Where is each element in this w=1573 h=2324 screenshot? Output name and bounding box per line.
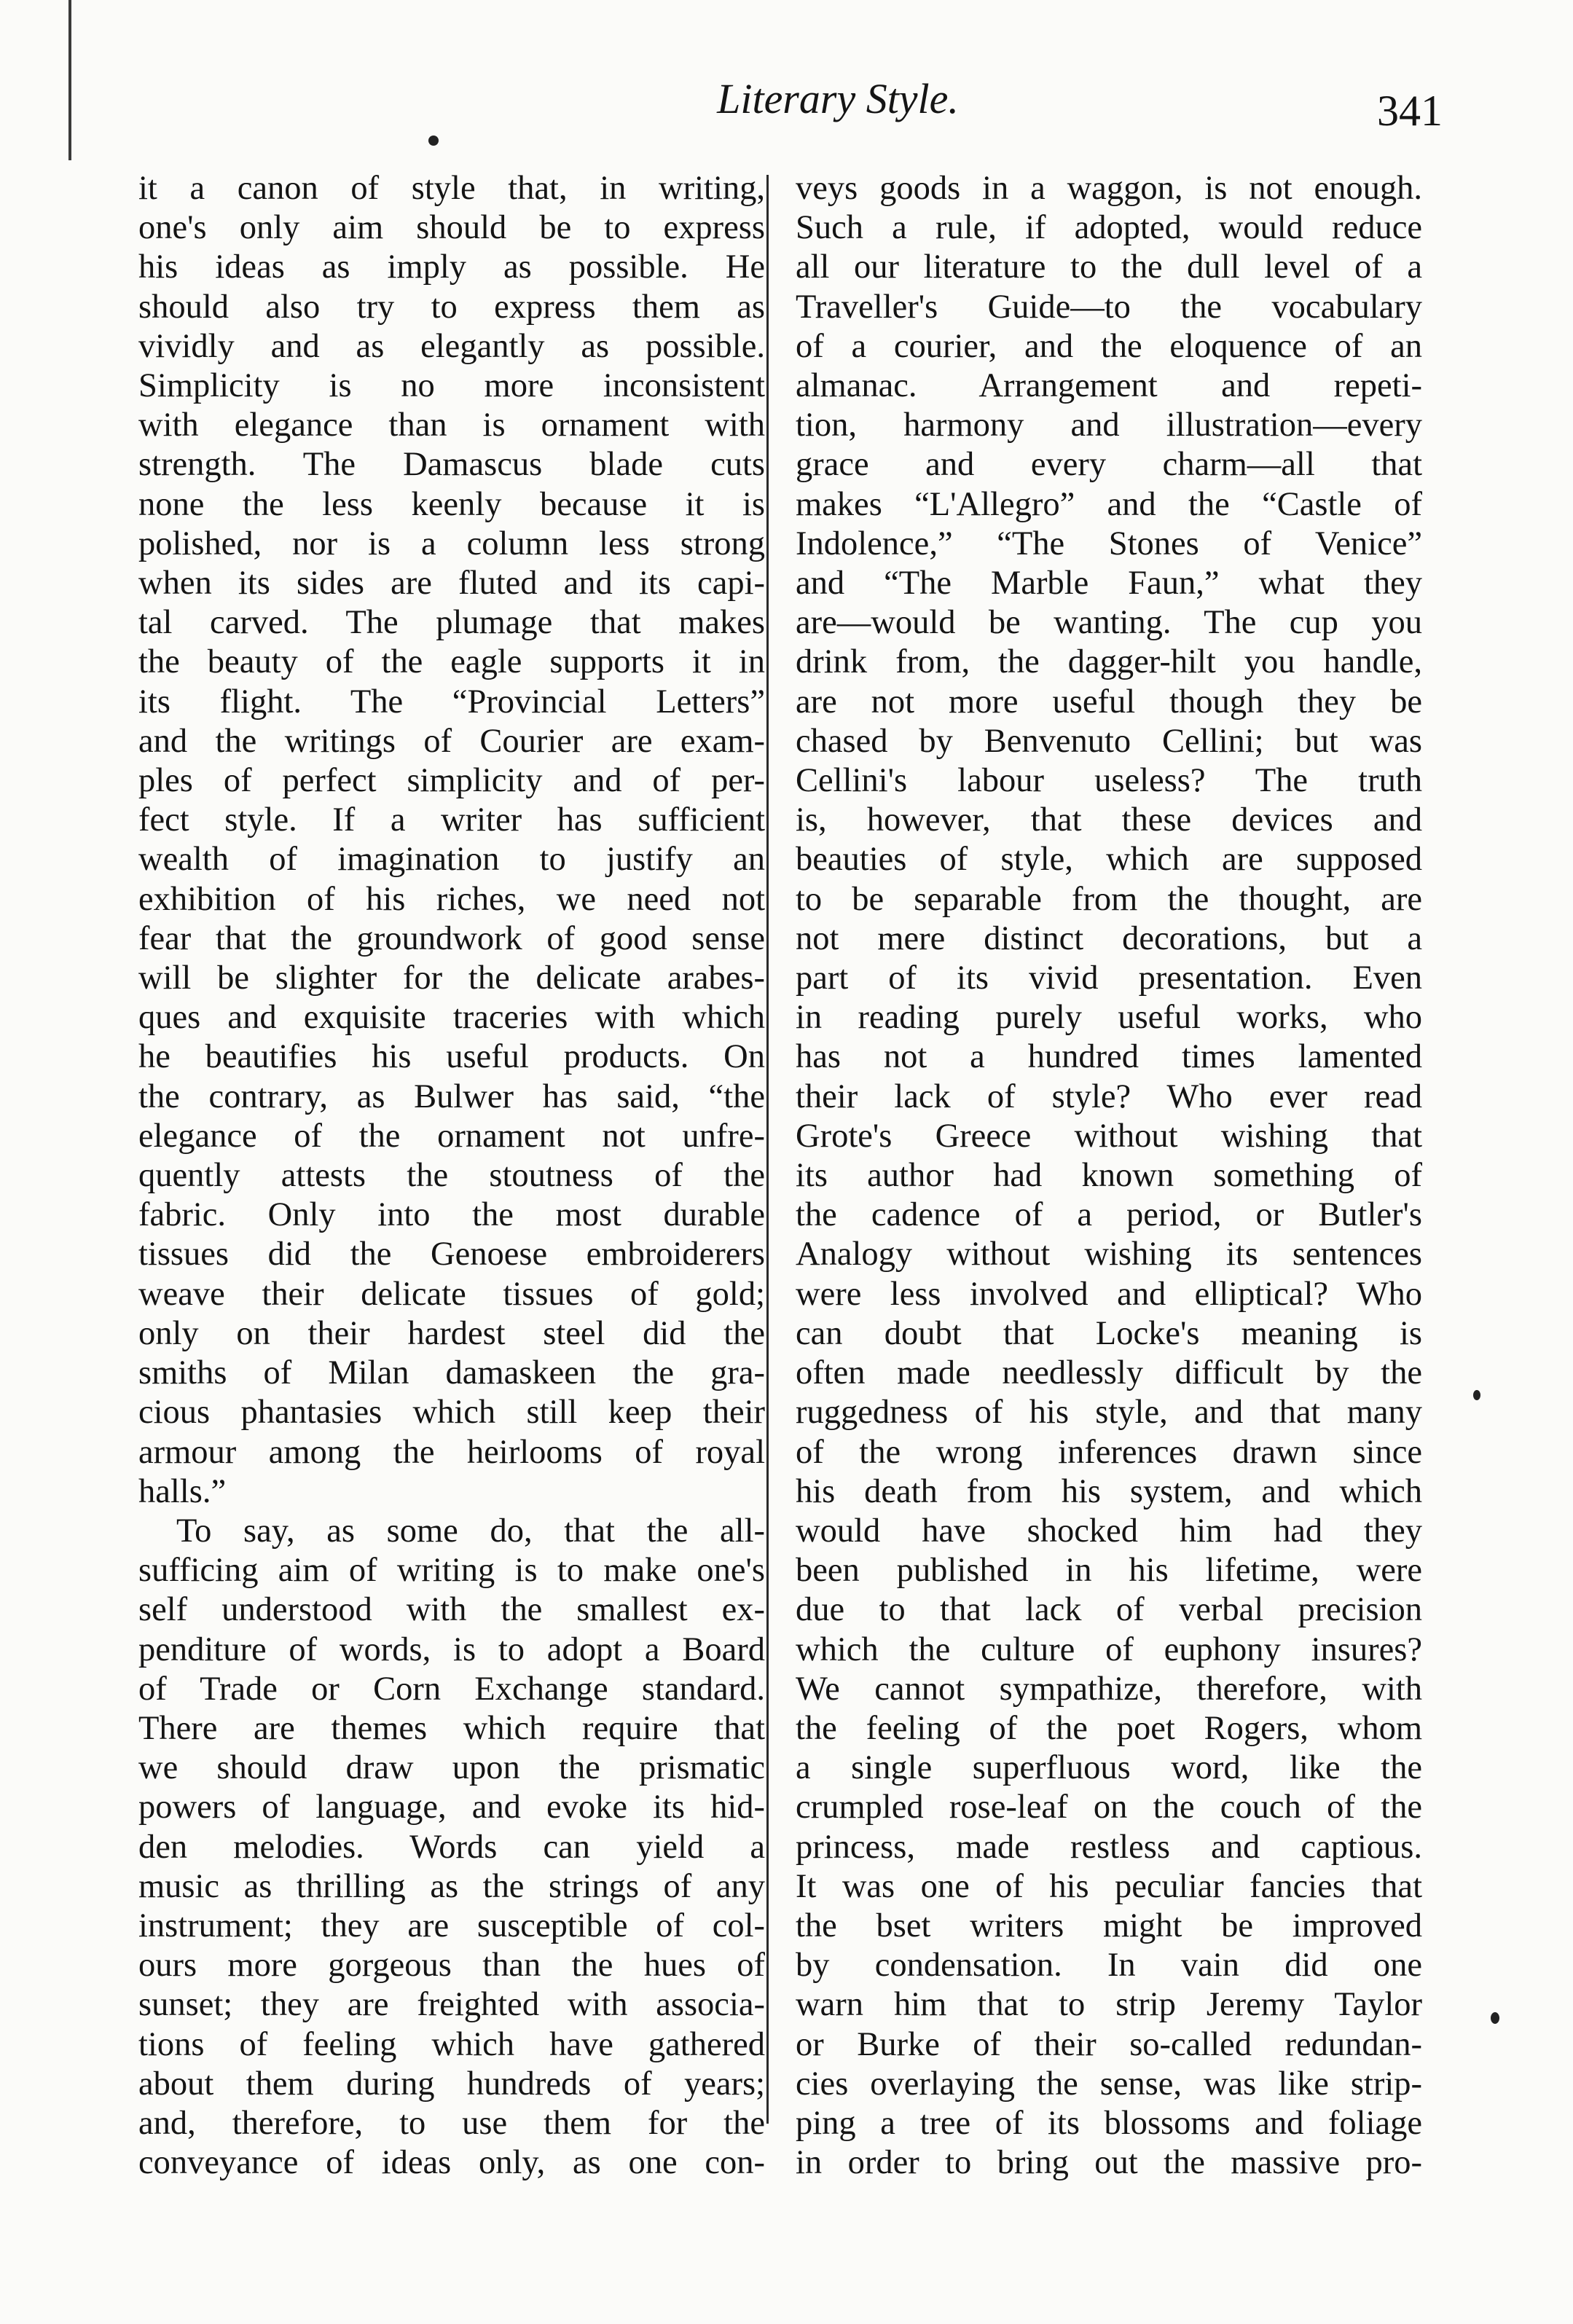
text-line: the cadence of a period, or Butler's <box>796 1196 1422 1234</box>
text-line: are—would be wanting. The cup you <box>796 604 1422 642</box>
text-line: fabric. Only into the most durable <box>138 1196 765 1234</box>
text-line: were less involved and elliptical? Who <box>796 1275 1422 1313</box>
ink-speck <box>428 136 439 146</box>
text-line: princess, made restless and captious. <box>796 1828 1422 1866</box>
text-line: beauties of style, which are supposed <box>796 841 1422 879</box>
text-line: tissues did the Genoese embroiderers <box>138 1236 765 1273</box>
text-line: veys goods in a waggon, is not enough. <box>796 170 1422 207</box>
text-line: his death from his system, and which <box>796 1472 1422 1510</box>
text-line: Indolence,” “The Stones of Venice” <box>796 525 1422 562</box>
text-line: powers of language, and evoke its hid- <box>138 1789 765 1826</box>
text-line: cious phantasies which still keep their <box>138 1394 765 1432</box>
text-line: Such a rule, if adopted, would reduce <box>796 209 1422 247</box>
text-line: part of its vivid presentation. Even <box>796 959 1422 997</box>
text-line: of the wrong inferences drawn since <box>796 1433 1422 1471</box>
text-line: by condensation. In vain did one <box>796 1947 1422 1985</box>
text-line: one's only aim should be to express <box>138 209 765 247</box>
text-line: Cellini's labour useless? The truth <box>796 762 1422 800</box>
text-line: ruggedness of his style, and that many <box>796 1394 1422 1432</box>
text-line: of Trade or Corn Exchange standard. <box>138 1670 765 1708</box>
text-line: the bset writers might be improved <box>796 1907 1422 1944</box>
text-line: polished, nor is a column less strong <box>138 525 765 562</box>
ink-speck <box>1491 2012 1499 2024</box>
text-line: drink from, the dagger-hilt you handle, <box>796 643 1422 681</box>
text-line: ples of perfect simplicity and of per- <box>138 762 765 800</box>
text-line: smiths of Milan damaskeen the gra- <box>138 1354 765 1392</box>
text-line: will be slighter for the delicate arabes- <box>138 959 765 997</box>
text-line: instrument; they are susceptible of col- <box>138 1907 765 1944</box>
text-line: its flight. The “Provincial Letters” <box>138 683 765 721</box>
text-line: Traveller's Guide—to the vocabulary <box>796 288 1422 326</box>
text-line: Grote's Greece without wishing that <box>796 1117 1422 1155</box>
text-line: in reading purely useful works, who <box>796 999 1422 1037</box>
text-line: vividly and as elegantly as possible. <box>138 327 765 365</box>
text-line: elegance of the ornament not unfre- <box>138 1117 765 1155</box>
text-line: about them during hundreds of years; <box>138 2065 765 2103</box>
text-line: its author had known something of <box>796 1157 1422 1195</box>
text-line: Analogy without wishing its sentences <box>796 1236 1422 1273</box>
text-line: often made needlessly difficult by the <box>796 1354 1422 1392</box>
text-line: ques and exquisite traceries with which <box>138 999 765 1037</box>
text-line: penditure of words, is to adopt a Board <box>138 1630 765 1668</box>
text-line: music as thrilling as the strings of any <box>138 1867 765 1905</box>
text-line: it a canon of style that, in writing, <box>138 170 765 207</box>
text-line: tal carved. The plumage that makes <box>138 604 765 642</box>
text-line: We cannot sympathize, therefore, with <box>796 1670 1422 1708</box>
text-line: the feeling of the poet Rogers, whom <box>796 1709 1422 1747</box>
text-line: crumpled rose-leaf on the couch of the <box>796 1789 1422 1826</box>
text-line: can doubt that Locke's meaning is <box>796 1314 1422 1352</box>
text-line: sufficing aim of writing is to make one's <box>138 1552 765 1590</box>
text-line: cies overlaying the sense, was like strip- <box>796 2065 1422 2103</box>
text-line: to be separable from the thought, are <box>796 880 1422 918</box>
text-line: It was one of his peculiar fancies that <box>796 1867 1422 1905</box>
text-line: and “The Marble Faun,” what they <box>796 565 1422 602</box>
text-line: when its sides are fluted and its capi- <box>138 565 765 602</box>
column-divider <box>766 175 769 2124</box>
text-line: all our literature to the dull level of a <box>796 248 1422 286</box>
text-line: the beauty of the eagle supports it in <box>138 643 765 681</box>
text-line: strength. The Damascus blade cuts <box>138 446 765 484</box>
text-line: with elegance than is ornament with <box>138 407 765 444</box>
text-line: tions of feeling which have gathered <box>138 2025 765 2063</box>
right-text-column <box>796 169 1422 2183</box>
text-line: their lack of style? Who ever read <box>796 1077 1422 1115</box>
text-line: should also try to express them as <box>138 288 765 326</box>
text-line: in order to bring out the massive pro- <box>796 2144 1422 2182</box>
text-line: ours more gorgeous than the hues of <box>138 1947 765 1985</box>
text-line: has not a hundred times lamented <box>796 1038 1422 1076</box>
text-line: grace and every charm—all that <box>796 446 1422 484</box>
text-line: ping a tree of its blossoms and foliage <box>796 2104 1422 2142</box>
text-line: due to that lack of verbal precision <box>796 1591 1422 1629</box>
text-line: which the culture of euphony insures? <box>796 1630 1422 1668</box>
text-line: is, however, that these devices and <box>796 801 1422 839</box>
text-line: self understood with the smallest ex- <box>138 1591 765 1629</box>
text-line: none the less keenly because it is <box>138 485 765 523</box>
text-line: chased by Benvenuto Cellini; but was <box>796 722 1422 760</box>
text-line: tion, harmony and illustration—every <box>796 407 1422 444</box>
text-line: sunset; they are freighted with associa- <box>138 1986 765 2024</box>
text-line: makes “L'Allegro” and the “Castle of <box>796 485 1422 523</box>
text-line: a single superfluous word, like the <box>796 1749 1422 1787</box>
text-line: not mere distinct decorations, but a <box>796 919 1422 957</box>
text-line: his ideas as imply as possible. He <box>138 248 765 286</box>
text-line: almanac. Arrangement and repeti- <box>796 367 1422 405</box>
text-line: There are themes which require that <box>138 1709 765 1747</box>
text-line: wealth of imagination to justify an <box>138 841 765 879</box>
text-line: den melodies. Words can yield a <box>138 1828 765 1866</box>
text-line: and, therefore, to use them for the <box>138 2104 765 2142</box>
ink-speck <box>1473 1390 1480 1400</box>
text-line: or Burke of their so-called redundan- <box>796 2025 1422 2063</box>
text-line: exhibition of his riches, we need not <box>138 880 765 918</box>
left-text-column <box>138 169 765 2183</box>
text-line: the contrary, as Bulwer has said, “the <box>138 1077 765 1115</box>
text-line: and the writings of Courier are exam- <box>138 722 765 760</box>
page-number: 341 <box>1377 87 1443 135</box>
text-line: been published in his lifetime, were <box>796 1552 1422 1590</box>
text-line: fect style. If a writer has sufficient <box>138 801 765 839</box>
running-header-title: Literary Style. <box>717 75 959 122</box>
text-line: would have shocked him had they <box>796 1512 1422 1550</box>
page-edge-mark <box>68 0 71 160</box>
text-line: weave their delicate tissues of gold; <box>138 1275 765 1313</box>
text-line: fear that the groundwork of good sense <box>138 919 765 957</box>
text-line: we should draw upon the prismatic <box>138 1749 765 1787</box>
text-line: conveyance of ideas only, as one con- <box>138 2144 765 2182</box>
text-line: are not more useful though they be <box>796 683 1422 721</box>
text-line: Simplicity is no more inconsistent <box>138 367 765 405</box>
text-line: armour among the heirlooms of royal <box>138 1433 765 1471</box>
text-line: only on their hardest steel did the <box>138 1314 765 1352</box>
text-line: of a courier, and the eloquence of an <box>796 327 1422 365</box>
text-line: quently attests the stoutness of the <box>138 1157 765 1195</box>
text-line: warn him that to strip Jeremy Taylor <box>796 1986 1422 2024</box>
text-line: he beautifies his useful products. On <box>138 1038 765 1076</box>
text-line: To say, as some do, that the all- <box>176 1512 765 1550</box>
text-line: halls.” <box>138 1472 227 1510</box>
